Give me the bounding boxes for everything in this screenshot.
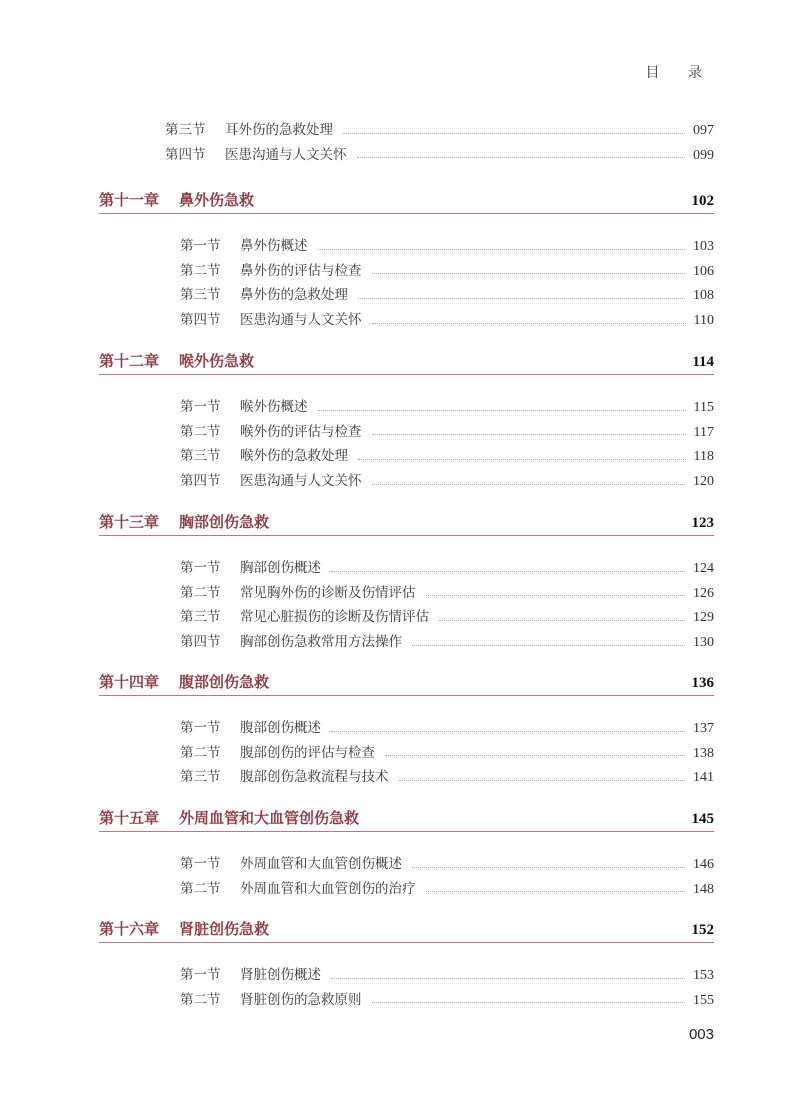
section-title: 医患沟通与人文关怀 — [240, 472, 362, 489]
section-page: 103 — [693, 239, 714, 254]
continued-sections — [165, 118, 714, 167]
section-number: 第三节 — [180, 769, 221, 786]
chapter-number: 第十五章 — [99, 809, 160, 827]
dot-leader — [372, 1002, 686, 1003]
section-number: 第二节 — [180, 880, 221, 897]
chapter-title: 肾脏创伤急救 — [179, 920, 270, 938]
section-number: 第二节 — [180, 584, 221, 601]
dot-leader — [372, 434, 686, 435]
section-page: 106 — [693, 263, 714, 279]
toc-section-row[interactable] — [180, 395, 714, 420]
toc-section-row[interactable] — [180, 877, 714, 902]
section-page: 141 — [693, 770, 714, 786]
section-title: 鼻外伤的评估与检查 — [240, 262, 362, 279]
section-title: 常见心脏损伤的诊断及伤情评估 — [240, 609, 429, 626]
section-number: 第四节 — [165, 146, 206, 163]
dot-leader — [385, 755, 685, 756]
chapter-number: 第十六章 — [99, 920, 160, 938]
section-title: 耳外伤的急救处理 — [225, 122, 333, 138]
section-page: 124 — [693, 561, 714, 576]
chapter-number: 第十四章 — [99, 673, 160, 691]
section-title: 鼻外伤概述 — [240, 238, 308, 254]
toc-section-row[interactable] — [180, 259, 714, 284]
section-title: 外周血管和大血管创伤的治疗 — [240, 880, 416, 897]
toc-section-row[interactable] — [180, 852, 714, 877]
section-page: 130 — [693, 634, 714, 650]
chapter-sections — [180, 963, 714, 1012]
section-page: 148 — [693, 881, 714, 897]
toc-section-row[interactable] — [180, 420, 714, 445]
chapter-page: 152 — [691, 922, 714, 938]
dot-leader — [357, 157, 686, 158]
section-page: 153 — [693, 968, 714, 983]
toc-chapter — [99, 662, 714, 790]
dot-leader — [372, 273, 686, 274]
section-page: 137 — [693, 721, 714, 736]
section-page: 115 — [693, 400, 714, 415]
toc-section-row[interactable] — [180, 630, 714, 655]
dot-leader — [343, 133, 685, 134]
section-page: 129 — [693, 610, 714, 626]
chapter-sections — [180, 395, 714, 493]
section-page: 108 — [693, 288, 714, 304]
chapter-sections — [180, 852, 714, 901]
chapter-title: 外周血管和大血管创伤急救 — [179, 809, 360, 827]
chapter-sections — [180, 556, 714, 654]
dot-leader — [331, 571, 685, 572]
dot-leader — [331, 731, 685, 732]
section-title: 肾脏创伤的急救原则 — [240, 991, 362, 1008]
toc-chapter — [99, 341, 714, 493]
section-number: 第二节 — [180, 423, 221, 440]
chapter-number: 第十一章 — [99, 191, 160, 209]
dot-leader — [412, 645, 685, 646]
section-title: 医患沟通与人文关怀 — [225, 146, 347, 163]
dot-leader — [358, 459, 686, 460]
section-title: 腹部创伤概述 — [240, 720, 321, 736]
toc-section-row[interactable] — [180, 741, 714, 766]
section-page: 155 — [693, 992, 714, 1008]
section-number: 第一节 — [180, 399, 221, 415]
section-page: 110 — [693, 312, 714, 328]
chapter-sections — [180, 234, 714, 332]
toc-section-row[interactable] — [180, 469, 714, 494]
toc-section-row[interactable] — [180, 444, 714, 469]
section-page: 126 — [693, 585, 714, 601]
toc-section-row[interactable] — [180, 988, 714, 1013]
section-page: 138 — [693, 745, 714, 761]
toc-chapter — [99, 909, 714, 1012]
dot-leader — [372, 323, 686, 324]
section-number: 第一节 — [180, 856, 221, 872]
dot-leader — [318, 249, 686, 250]
section-title: 医患沟通与人文关怀 — [240, 311, 362, 328]
chapter-heading[interactable] — [99, 662, 714, 696]
chapter-heading[interactable] — [99, 502, 714, 536]
toc-section-row[interactable] — [180, 605, 714, 630]
chapter-page: 136 — [691, 675, 714, 691]
dot-leader — [426, 595, 686, 596]
section-number: 第一节 — [180, 238, 221, 254]
chapter-page: 102 — [691, 193, 714, 209]
chapter-title: 腹部创伤急救 — [179, 673, 270, 691]
section-page: 097 — [693, 123, 714, 138]
toc-section-row[interactable] — [180, 716, 714, 741]
section-number: 第三节 — [180, 609, 221, 626]
dot-leader — [439, 620, 685, 621]
toc-chapter — [99, 180, 714, 332]
toc-section-row[interactable] — [180, 556, 714, 581]
page-number: 003 — [688, 1026, 714, 1043]
dot-leader — [399, 780, 686, 781]
toc-chapter — [99, 502, 714, 654]
section-page: 118 — [693, 449, 714, 465]
dot-leader — [426, 891, 686, 892]
section-title: 鼻外伤的急救处理 — [240, 287, 348, 304]
section-title: 胸部创伤急救常用方法操作 — [240, 633, 402, 650]
section-number: 第二节 — [180, 991, 221, 1008]
toc-section-row[interactable] — [180, 581, 714, 606]
section-page: 099 — [693, 147, 714, 163]
section-title: 喉外伤的评估与检查 — [240, 423, 362, 440]
toc-section-row[interactable] — [180, 308, 714, 333]
dot-leader — [331, 978, 685, 979]
section-title: 喉外伤概述 — [240, 399, 308, 415]
section-number: 第二节 — [180, 744, 221, 761]
section-title: 肾脏创伤概述 — [240, 967, 321, 983]
page-header-title: 目 录 — [645, 65, 714, 81]
dot-leader — [412, 867, 685, 868]
chapter-page: 114 — [692, 354, 714, 370]
section-title: 外周血管和大血管创伤概述 — [240, 856, 402, 872]
chapter-page: 123 — [691, 515, 714, 531]
chapter-heading[interactable] — [99, 180, 714, 214]
chapter-heading[interactable] — [99, 341, 714, 375]
chapter-sections — [180, 716, 714, 790]
chapter-heading[interactable] — [99, 798, 714, 832]
section-number: 第四节 — [180, 633, 221, 650]
section-number: 第一节 — [180, 720, 221, 736]
section-number: 第一节 — [180, 967, 221, 983]
toc-section-row[interactable] — [180, 283, 714, 308]
toc-section-row[interactable] — [180, 765, 714, 790]
section-number: 第三节 — [180, 448, 221, 465]
chapter-number: 第十二章 — [99, 352, 160, 370]
section-title: 喉外伤的急救处理 — [240, 448, 348, 465]
dot-leader — [372, 484, 686, 485]
section-number: 第三节 — [165, 122, 206, 138]
chapter-heading[interactable] — [99, 909, 714, 943]
section-title: 常见胸外伤的诊断及伤情评估 — [240, 584, 416, 601]
section-number: 第三节 — [180, 287, 221, 304]
chapter-title: 胸部创伤急救 — [179, 513, 270, 531]
section-page: 120 — [693, 473, 714, 489]
dot-leader — [318, 410, 686, 411]
chapter-number: 第十三章 — [99, 513, 160, 531]
chapter-title: 鼻外伤急救 — [179, 191, 255, 209]
toc-section-row[interactable] — [165, 118, 714, 143]
toc-section-row[interactable] — [165, 143, 714, 168]
section-number: 第一节 — [180, 560, 221, 576]
toc-section-row[interactable] — [180, 963, 714, 988]
section-title: 腹部创伤急救流程与技术 — [240, 769, 389, 786]
section-title: 胸部创伤概述 — [240, 560, 321, 576]
section-number: 第四节 — [180, 472, 221, 489]
chapter-page: 145 — [691, 811, 714, 827]
section-number: 第四节 — [180, 311, 221, 328]
chapter-title: 喉外伤急救 — [179, 352, 255, 370]
section-page: 146 — [693, 857, 714, 872]
section-title: 腹部创伤的评估与检查 — [240, 744, 375, 761]
section-page: 117 — [693, 424, 714, 440]
section-number: 第二节 — [180, 262, 221, 279]
toc-section-row[interactable] — [180, 234, 714, 259]
toc-chapter — [99, 798, 714, 901]
dot-leader — [358, 298, 685, 299]
